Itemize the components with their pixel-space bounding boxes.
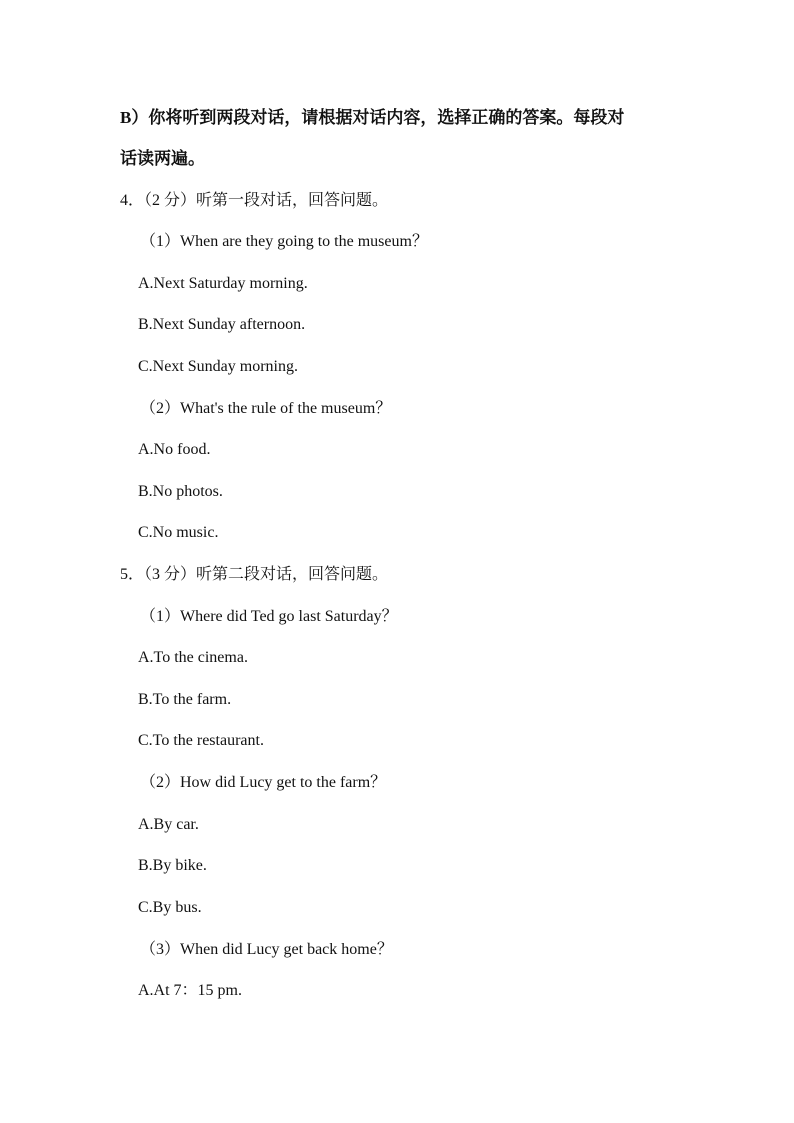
question-5-prompt: 5．（3 分）听第二段对话，回答问题。: [120, 566, 389, 583]
question-4-1: （1）When are they going to the museum？: [140, 233, 428, 250]
question-5-1-option-b: B.To the farm.: [138, 691, 232, 708]
question-5-2-option-b: B.By bike.: [138, 857, 207, 874]
question-5-3: （3）When did Lucy get back home？: [140, 941, 393, 958]
question-5-2-option-c: C.By bus.: [138, 899, 202, 916]
question-4-2: （2）What's the rule of the museum？: [140, 400, 392, 417]
question-4-1-option-a: A.Next Saturday morning.: [138, 275, 308, 292]
question-4-prompt: 4．（2 分）听第一段对话，回答问题。: [120, 192, 389, 209]
question-4-2-option-c: C.No music.: [138, 524, 219, 541]
question-4-1-option-b: B.Next Sunday afternoon.: [138, 316, 306, 333]
question-4-1-option-c: C.Next Sunday morning.: [138, 358, 298, 375]
question-5-2-option-a: A.By car.: [138, 816, 199, 833]
question-5-3-option-a: A.At 7：15 pm.: [138, 982, 243, 999]
section-b-instruction-line1: B）你将听到两段对话，请根据对话内容，选择正确的答案。每段对: [120, 108, 625, 127]
question-4-2-option-a: A.No food.: [138, 441, 211, 458]
section-b-instruction-line2: 话读两遍。: [120, 149, 205, 168]
question-4-2-option-b: B.No photos.: [138, 483, 223, 500]
question-5-2: （2）How did Lucy get to the farm？: [140, 774, 387, 791]
question-5-1-option-c: C.To the restaurant.: [138, 732, 264, 749]
question-5-1: （1）Where did Ted go last Saturday？: [140, 608, 398, 625]
question-5-1-option-a: A.To the cinema.: [138, 649, 248, 666]
